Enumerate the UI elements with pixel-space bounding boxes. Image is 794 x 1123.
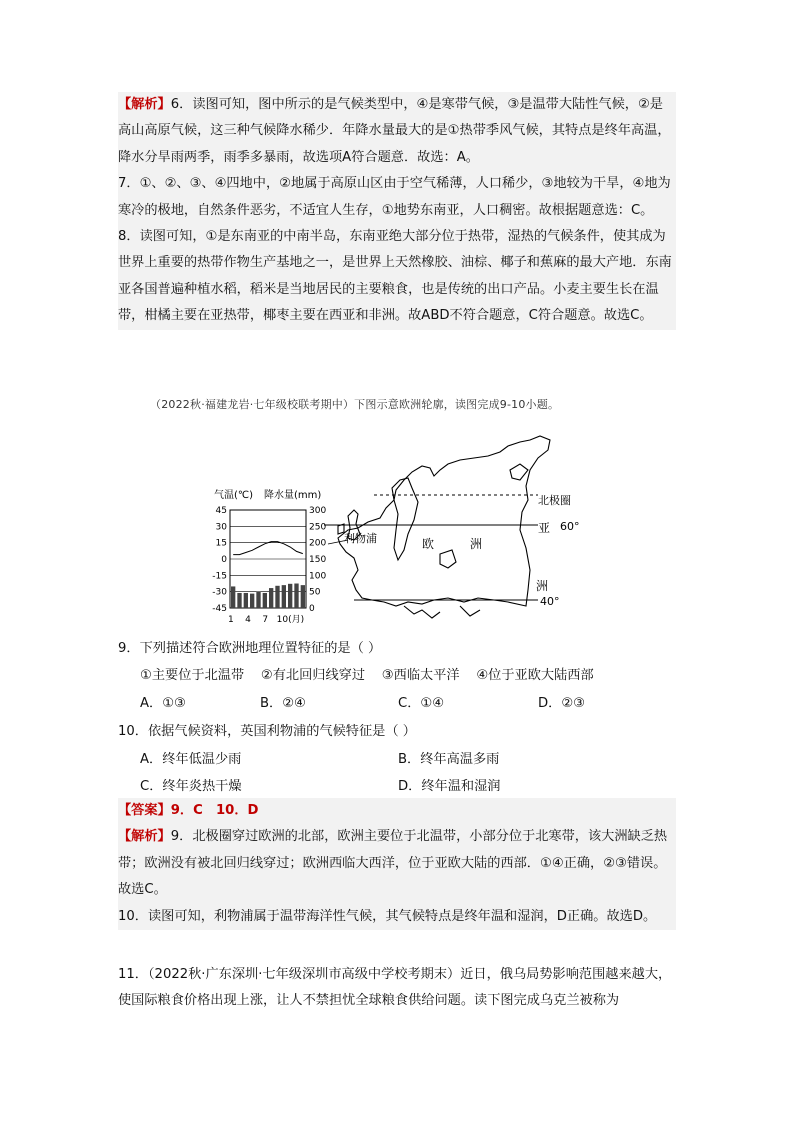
question-10-option-d: D．终年温和湿润 (398, 779, 501, 794)
analysis-block-1 (118, 92, 676, 330)
month-ticks: 1 4 7 10(月) (228, 615, 305, 625)
answer-tag: 【答案】 (118, 803, 171, 818)
precip-ticks (309, 506, 326, 614)
precip-bar (275, 586, 279, 608)
temp-tick-label: 30 (215, 522, 227, 533)
europe-label-2: 洲 (470, 537, 483, 551)
analysis-10: 10．读图可知，利物浦属于温带海洋性气候，其气候特点是终年温和湿润，D正确。故选D。 (118, 908, 657, 924)
precip-bar (263, 593, 267, 608)
precip-tick-label: 300 (309, 506, 327, 516)
temp-curve (233, 542, 303, 555)
europe-map (338, 436, 550, 618)
precip-tick-label: 50 (309, 587, 321, 598)
climate-gridlines (230, 526, 306, 591)
temp-axis-label: 气温(℃) (214, 490, 254, 501)
precip-tick-label: 100 (309, 571, 327, 582)
question-9-items: ①主要位于北温带 ②有北回归线穿过 ③西临太平洋 ④位于亚欧大陆西部 (140, 668, 594, 683)
asia-label-2: 洲 (536, 579, 549, 593)
temp-tick-label: 15 (215, 538, 227, 549)
precip-bar (250, 594, 254, 608)
question-10-option-c: C．终年炎热干燥 (140, 779, 242, 794)
asia-label-1: 亚 (538, 521, 551, 535)
question-9-stem: 9．下列描述符合欧洲地理位置特征的是（ ） (118, 641, 382, 656)
precip-bar (288, 584, 292, 608)
precip-bar (301, 585, 305, 608)
liverpool-label: 利物浦 (344, 532, 377, 545)
answer-line (118, 798, 676, 824)
precip-bar (256, 592, 260, 608)
temp-ticks (212, 506, 227, 614)
temp-tick-label: -45 (212, 604, 227, 614)
answer-text: 9．C 10．D (170, 803, 259, 818)
precip-axis-label: 降水量(mm) (264, 490, 322, 501)
question-9-option-a: A．①③ (140, 696, 186, 711)
analysis-8: 8．读图可知，①是东南亚的中南半岛，东南亚绝大部分位于热带，湿热的气候条件，使其成为世界上重要的热带作物生产基地之一，是世界上天然橡胶、油棕、椰子和蕉麻的最大产地．东南亚各国普遍种植水稻，稻米是当地居民的主要粮食，也是传统的出口产品。小麦主要生长在温带，柑橘主要在亚热带，椰枣主要在西亚和非洲。故ABD不符合题意，C符合题意。故选C。 (118, 229, 672, 324)
europe-figure (208, 430, 598, 626)
precip-bar (282, 585, 286, 608)
analysis-tag: 【解析】 (118, 97, 171, 112)
precip-bar (269, 588, 273, 608)
question-9-option-b: B．②④ (260, 696, 306, 711)
precip-tick-label: 150 (309, 555, 327, 565)
question-9-option-c: C．①④ (398, 696, 445, 711)
precip-tick-label: 250 (309, 522, 327, 533)
question-10-stem: 10．依据气候资料，英国利物浦的气候特征是（ ） (118, 724, 416, 739)
lat-40-label: 40° (540, 595, 560, 608)
question-intro: （2022秋·福建龙岩·七年级校联考期中）下图示意欧洲轮廓，读图完成9-10小题。 (150, 398, 560, 411)
analysis-tag-2: 【解析】 (118, 829, 171, 845)
answer-analysis-block (118, 798, 676, 930)
temp-tick-label: -15 (212, 571, 227, 582)
analysis-6: 【解析】6．读图可知，图中所示的是气候类型中，④是寒带气候，③是温带大陆性气候，②是高山高原气候，这三种气候降水稀少．年降水量最大的是①热带季风气候，其特点是终年高温，降水分旱雨两季，雨季多暴雨，故选项A符合题意．故选：A。 (118, 97, 671, 165)
analysis-7: 7．①、②、③、④四地中，②地属于高原山区由于空气稀薄，人口稀少，③地较为干旱，④地为寒冷的极地，自然条件恶劣，不适宜人生存，①地势东南亚，人口稠密。故根据题意选：C。 (118, 176, 671, 218)
analysis-9: 【解析】9．北极圈穿过欧洲的北部，欧洲主要位于北温带，小部分位于北寒带，该大洲缺乏热带；欧洲没有被北回归线穿过；欧洲西临大西洋，位于亚欧大陆的西部．①④正确，②③错误。故选C。 (118, 829, 668, 898)
precip-tick-label: 200 (309, 538, 327, 549)
precip-bar (237, 593, 241, 608)
europe-label-1: 欧 (422, 537, 435, 551)
question-11: 11．（2022秋·广东深圳·七年级深圳市高级中学校考期末）近日，俄乌局势影响范围越来越大，使国际粮食价格出现上涨，让人不禁担忧全球粮食供给问题。读下图完成乌克兰被称为 (118, 967, 672, 1009)
temp-tick-label: 0 (221, 555, 227, 565)
arctic-circle-label: 北极圈 (538, 494, 571, 507)
precip-bar (244, 593, 248, 608)
temp-tick-label: 45 (215, 506, 227, 516)
precip-bar (231, 586, 235, 608)
lat-60-label: 60° (560, 520, 580, 533)
temp-tick-label: -30 (212, 587, 227, 598)
question-10-option-b: B．终年高温多雨 (398, 752, 500, 767)
precip-bar (294, 584, 298, 609)
precip-tick-label: 0 (309, 604, 315, 614)
question-9-option-d: D．②③ (538, 696, 585, 711)
precip-bars (231, 584, 305, 609)
question-10-option-a: A．终年低温少雨 (140, 752, 242, 767)
